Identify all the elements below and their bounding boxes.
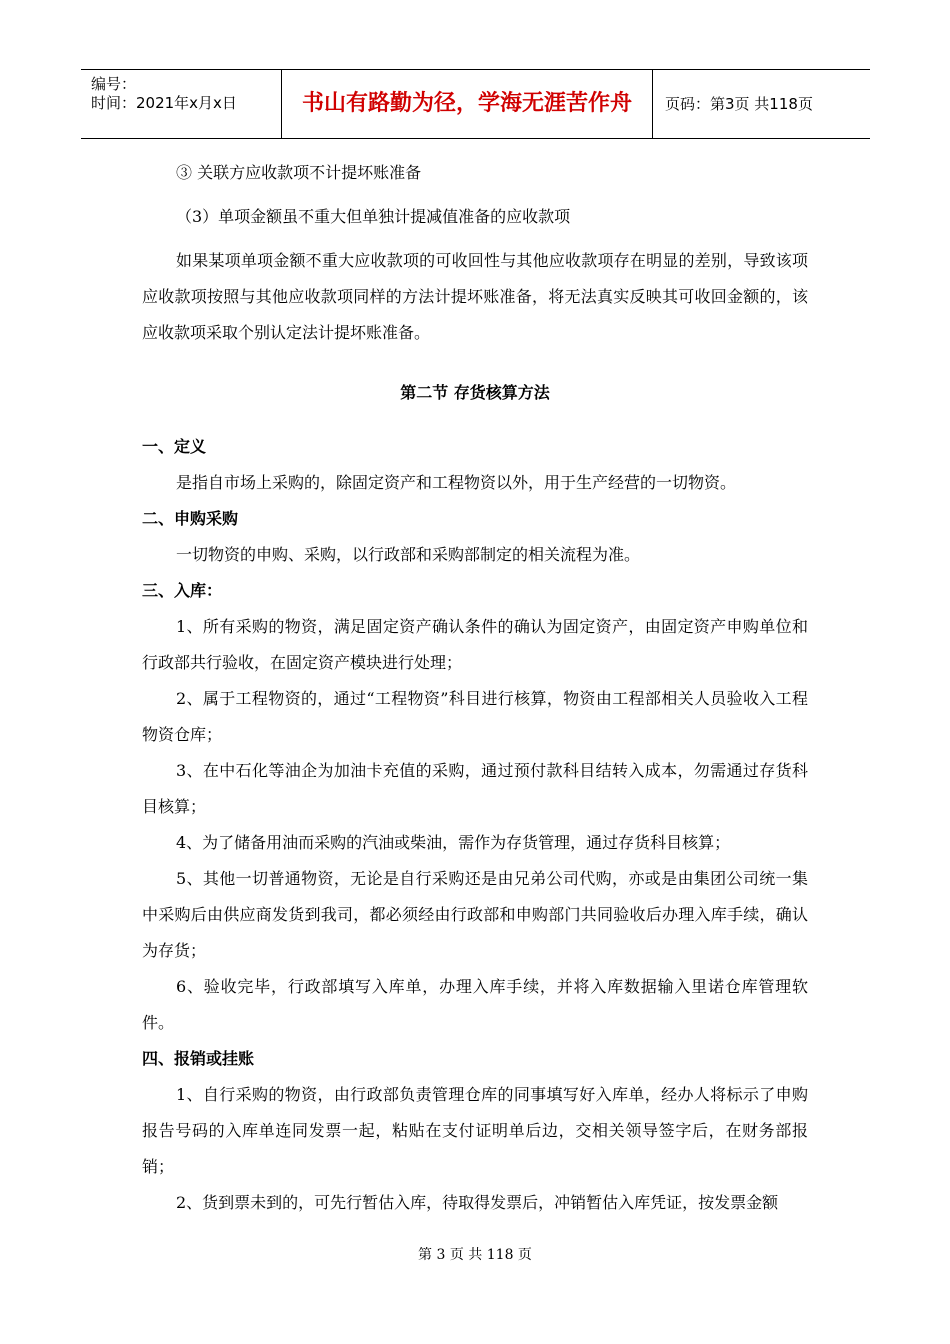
list-item: 1、自行采购的物资，由行政部负责管理仓库的同事填写好入库单，经办人将标示了申购报告号码的入库单连同发票一起，粘贴在支付证明单后边，交相关领导签字后，在财务部报销； xyxy=(142,1085,808,1176)
header-motto: 书山有路勤为径，学海无涯苦作舟 xyxy=(282,70,653,138)
header-page-info: 页码：第3页 共118页 xyxy=(665,95,813,113)
paragraph: ③ 关联方应收款项不计提坏账准备 xyxy=(176,163,422,182)
list-item: 6、验收完毕，行政部填写入库单，办理入库手续，并将入库数据输入里诺仓库管理软件。 xyxy=(142,977,808,1032)
number-label: 编号： xyxy=(91,75,137,93)
heading-reimbursement: 四、报销或挂账 xyxy=(142,1049,255,1068)
heading-purchase: 二、申购采购 xyxy=(142,509,239,528)
heading-warehousing: 三、入库： xyxy=(142,581,223,600)
paragraph: （3）单项金额虽不重大但单独计提减值准备的应收款项 xyxy=(176,207,571,226)
date-label: 时间：2021年x月x日 xyxy=(91,94,237,112)
document-body xyxy=(142,148,808,1221)
list-item: 1、所有采购的物资，满足固定资产确认条件的确认为固定资产，由固定资产申购单位和行政部共行验收，在固定资产模块进行处理； xyxy=(142,617,808,672)
header-table xyxy=(81,69,870,139)
page-footer: 第 3 页 共 118 页 xyxy=(418,1247,532,1263)
list-item: 2、属于工程物资的，通过“工程物资”科目进行核算，物资由工程部相关人员验收入工程物资仓库； xyxy=(142,689,808,744)
section-title: 第二节 存货核算方法 xyxy=(400,383,550,402)
list-item: 5、其他一切普通物资，无论是自行采购还是由兄弟公司代购，亦或是由集团公司统一集中采购后由供应商发货到我司，都必须经由行政部和申购部门共同验收后办理入库手续，确认为存货； xyxy=(142,869,808,960)
list-item: 4、为了储备用油而采购的汽油或柴油，需作为存货管理，通过存货科目核算； xyxy=(176,833,731,852)
paragraph: 如果某项单项金额不重大应收款项的可收回性与其他应收款项存在明显的差别，导致该项应收款项按照与其他应收款项同样的方法计提坏账准备，将无法真实反映其可收回金额的，该应收款项采取个别认定法计提坏账准备。 xyxy=(142,251,808,342)
list-item: 3、在中石化等油企为加油卡充值的采购，通过预付款科目结转入成本，勿需通过存货科目核算； xyxy=(142,761,808,816)
paragraph: 一切物资的申购、采购，以行政部和采购部制定的相关流程为准。 xyxy=(176,545,641,564)
paragraph: 是指自市场上采购的，除固定资产和工程物资以外，用于生产经营的一切物资。 xyxy=(176,473,737,492)
heading-definition: 一、定义 xyxy=(142,437,207,456)
header-meta-cell xyxy=(81,70,282,138)
list-item: 2、货到票未到的，可先行暂估入库，待取得发票后，冲销暂估入库凭证，按发票金额 xyxy=(176,1193,779,1212)
